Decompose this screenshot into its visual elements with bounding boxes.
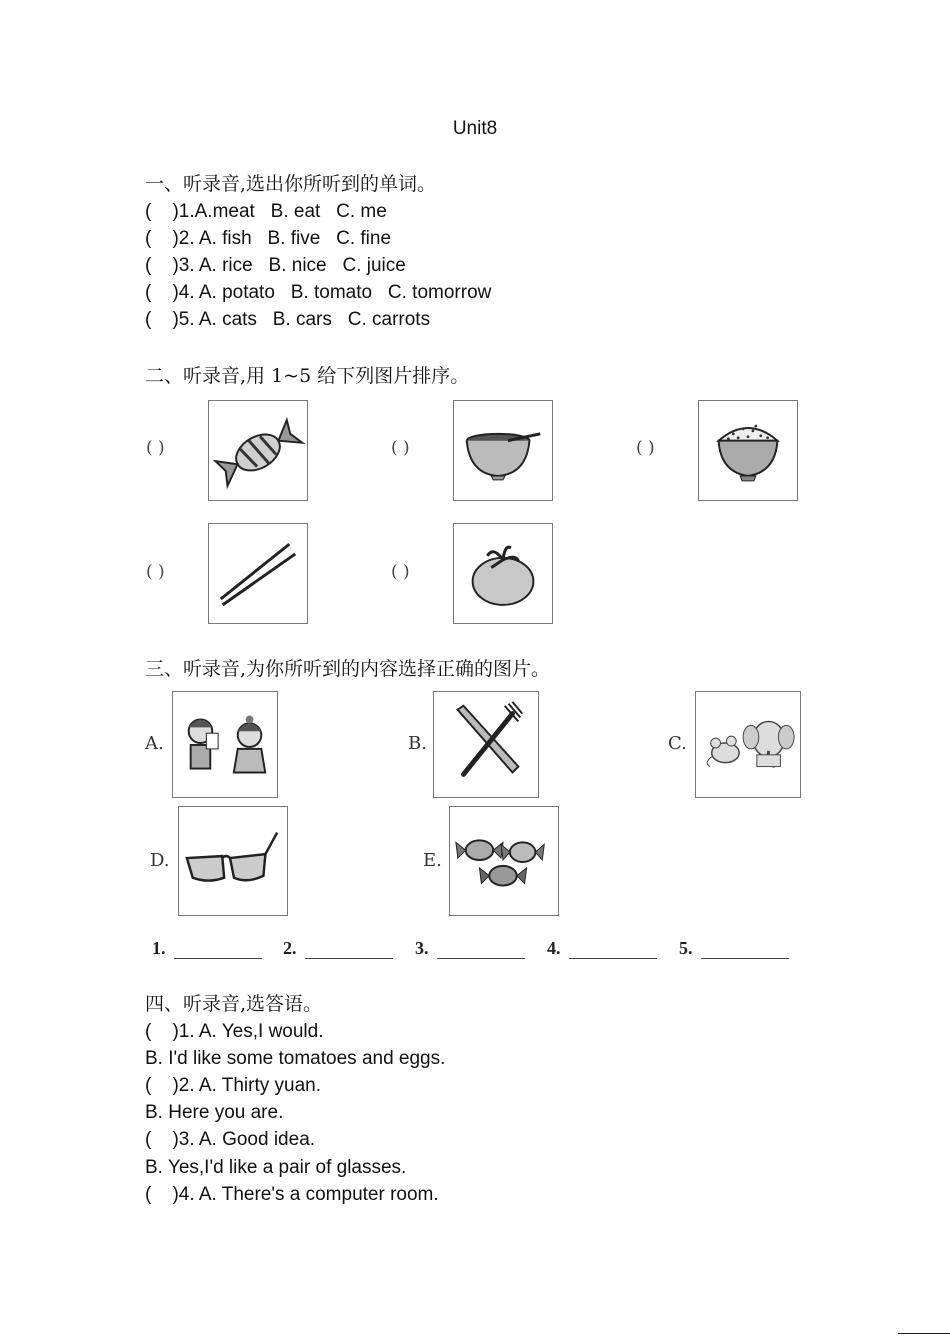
tomato-icon (454, 524, 552, 623)
mouse-elephant-icon (696, 692, 800, 797)
chopsticks-icon (209, 524, 307, 623)
option-label-e: E. (423, 850, 442, 871)
answer-blank-1[interactable] (174, 957, 262, 959)
answer-label-2: 2. (283, 938, 297, 958)
s4-line-5: ( )3. A. Good idea. (145, 1129, 316, 1150)
s4-line-1: ( )1. A. Yes,I would. (145, 1021, 324, 1042)
answer-blank-4[interactable] (569, 957, 657, 959)
candy-icon (209, 401, 307, 500)
s1-question-5: ( )5. A. cats B. cars C. carrots (145, 309, 431, 330)
soup-bowl-icon (454, 401, 552, 500)
option-label-b: B. (408, 733, 427, 754)
s4-line-6: B. Yes,I'd like a pair of glasses. (145, 1157, 407, 1178)
answer-paren-4[interactable]: ( ) (146, 562, 165, 582)
candy-picture (208, 400, 308, 501)
answer-label-4: 4. (547, 938, 561, 958)
answer-paren-1[interactable]: ( ) (146, 438, 165, 458)
answer-blank-5[interactable] (701, 957, 789, 959)
tomato-picture (453, 523, 553, 624)
s4-line-7: ( )4. A. There's a computer room. (145, 1184, 439, 1205)
page-title: Unit8 (452, 118, 498, 139)
answer-paren-3[interactable]: ( ) (636, 438, 655, 458)
s1-question-3: ( )3. A. rice B. nice C. juice (145, 255, 406, 276)
rice-bowl-picture (698, 400, 798, 501)
knife-fork-icon (434, 692, 538, 797)
answer-label-5: 5. (679, 938, 693, 958)
option-label-a: A. (145, 733, 164, 754)
soup-bowl-picture (453, 400, 553, 501)
option-d-picture (178, 806, 288, 916)
section1-heading: 一、听录音,选出你所听到的单词。 (145, 173, 437, 195)
children-talking-icon (173, 692, 277, 797)
option-label-d: D. (150, 850, 170, 871)
rice-bowl-icon (699, 401, 797, 500)
option-b-picture (433, 691, 539, 798)
option-label-c: C. (668, 733, 687, 754)
s1-question-1: ( )1.A.meat B. eat C. me (145, 201, 387, 222)
section2-heading: 二、听录音,用 1~5 给下列图片排序。 (145, 365, 470, 387)
chopsticks-picture (208, 523, 308, 624)
s4-line-2: B. I'd like some tomatoes and eggs. (145, 1048, 446, 1069)
answer-label-3: 3. (415, 938, 429, 958)
answer-paren-5[interactable]: ( ) (391, 562, 410, 582)
answer-paren-2[interactable]: ( ) (391, 438, 410, 458)
candies-icon (450, 807, 558, 915)
answer-blank-3[interactable] (437, 957, 525, 959)
section3-heading: 三、听录音,为你所听到的内容选择正确的图片。 (145, 658, 551, 680)
answer-label-1: 1. (152, 938, 166, 958)
option-e-picture (449, 806, 559, 916)
option-c-picture (695, 691, 801, 798)
page-corner-divider (898, 1333, 950, 1334)
option-a-picture (172, 691, 278, 798)
section4-heading: 四、听录音,选答语。 (145, 993, 323, 1015)
answer-blank-2[interactable] (305, 957, 393, 959)
s1-question-2: ( )2. A. fish B. five C. fine (145, 228, 392, 249)
glasses-icon (179, 807, 287, 915)
s4-line-3: ( )2. A. Thirty yuan. (145, 1075, 321, 1096)
s4-line-4: B. Here you are. (145, 1102, 284, 1123)
s1-question-4: ( )4. A. potato B. tomato C. tomorrow (145, 282, 492, 303)
